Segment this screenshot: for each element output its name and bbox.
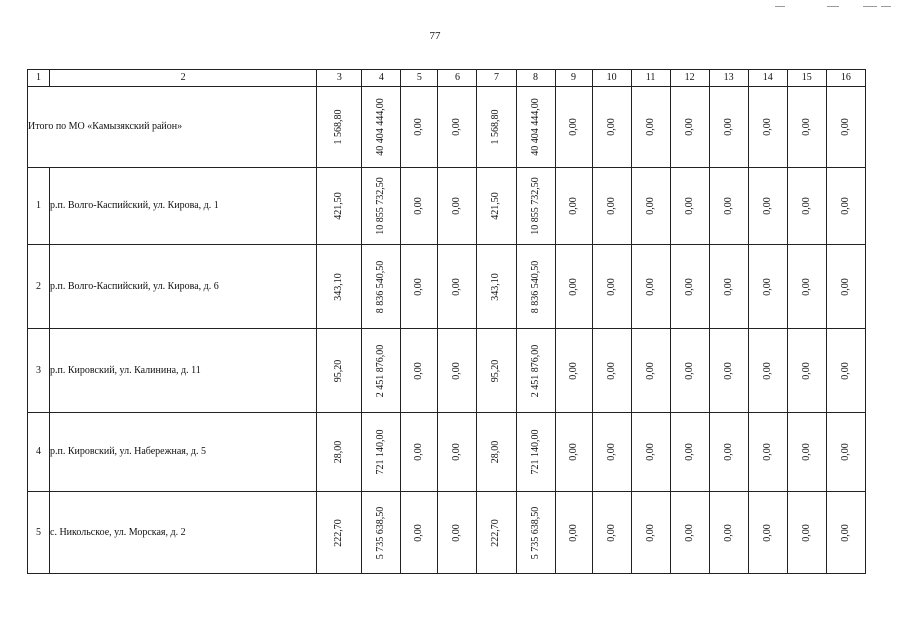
row-value: 0,00 — [644, 361, 656, 380]
row-value: 28,00 — [333, 440, 345, 464]
row-cell — [401, 245, 438, 329]
row-value: 10 855 732,50 — [375, 177, 387, 235]
table-row — [28, 492, 866, 574]
total-cell — [438, 87, 477, 168]
row-value: 0,00 — [567, 523, 579, 542]
row-value: 0,00 — [683, 443, 695, 461]
row-cell — [516, 168, 555, 245]
column-header: 6 — [438, 70, 477, 87]
row-value: 0,00 — [800, 361, 812, 380]
row-cell — [362, 168, 401, 245]
row-cell — [748, 492, 787, 574]
total-cell — [362, 87, 401, 168]
row-cell — [631, 329, 670, 413]
row-value: 343,10 — [333, 272, 345, 301]
row-value: 5 735 638,50 — [529, 506, 541, 559]
row-value: 421,50 — [333, 192, 345, 220]
total-cell — [516, 87, 555, 168]
row-value: 5 735 638,50 — [375, 506, 387, 559]
total-value: 0,00 — [567, 118, 579, 136]
column-header: 15 — [787, 70, 826, 87]
row-cell — [592, 245, 631, 329]
row-value: 0,00 — [722, 197, 734, 215]
row-value: 0,00 — [413, 523, 425, 542]
data-table — [27, 69, 866, 574]
row-value: 0,00 — [644, 443, 656, 461]
table-header-row — [28, 70, 866, 87]
row-cell — [555, 245, 592, 329]
row-address: р.п. Кировский, ул. Калинина, д. 11 — [50, 329, 317, 413]
row-cell — [670, 413, 709, 492]
row-cell — [317, 492, 362, 574]
total-value: 0,00 — [683, 118, 695, 136]
total-cell — [477, 87, 516, 168]
total-cell — [670, 87, 709, 168]
row-cell — [670, 492, 709, 574]
row-cell — [516, 492, 555, 574]
row-cell — [787, 413, 826, 492]
row-value: 0,00 — [800, 277, 812, 296]
row-cell — [516, 329, 555, 413]
column-header: 5 — [401, 70, 438, 87]
row-value: 0,00 — [800, 443, 812, 461]
total-cell — [401, 87, 438, 168]
row-value: 0,00 — [605, 277, 617, 296]
row-cell — [438, 413, 477, 492]
table-row — [28, 168, 866, 245]
row-value: 0,00 — [683, 523, 695, 542]
row-number: 5 — [28, 492, 50, 574]
row-cell — [709, 492, 748, 574]
row-value: 0,00 — [839, 197, 851, 215]
row-value: 0,00 — [413, 277, 425, 296]
row-number: 4 — [28, 413, 50, 492]
row-cell — [555, 168, 592, 245]
row-value: 10 855 732,50 — [529, 177, 541, 235]
row-value: 222,70 — [490, 518, 502, 547]
row-cell — [477, 492, 516, 574]
total-value: 40 404 444,00 — [375, 98, 387, 156]
row-value: 0,00 — [413, 443, 425, 461]
row-value: 0,00 — [761, 277, 773, 296]
row-value: 0,00 — [451, 277, 463, 296]
row-value: 0,00 — [722, 277, 734, 296]
total-value: 0,00 — [451, 118, 463, 136]
row-value: 0,00 — [567, 443, 579, 461]
total-row — [28, 87, 866, 168]
row-value: 721 140,00 — [375, 429, 387, 475]
row-value: 95,20 — [490, 359, 502, 382]
row-cell — [362, 329, 401, 413]
row-value: 0,00 — [451, 361, 463, 380]
total-cell — [709, 87, 748, 168]
row-cell — [787, 492, 826, 574]
row-number: 1 — [28, 168, 50, 245]
row-cell — [787, 329, 826, 413]
row-cell — [317, 329, 362, 413]
row-cell — [317, 245, 362, 329]
row-cell — [631, 413, 670, 492]
row-cell — [826, 168, 865, 245]
row-cell — [438, 245, 477, 329]
row-cell — [401, 329, 438, 413]
column-header: 3 — [317, 70, 362, 87]
row-value: 0,00 — [761, 443, 773, 461]
row-value: 8 836 540,50 — [375, 260, 387, 313]
row-cell — [477, 168, 516, 245]
column-header: 13 — [709, 70, 748, 87]
row-address: р.п. Волго-Каспийский, ул. Кирова, д. 1 — [50, 168, 317, 245]
row-value: 0,00 — [722, 523, 734, 542]
row-value: 0,00 — [644, 523, 656, 542]
row-value: 0,00 — [605, 361, 617, 380]
total-value: 0,00 — [800, 118, 812, 136]
row-value: 28,00 — [490, 440, 502, 464]
row-cell — [826, 413, 865, 492]
row-value: 0,00 — [567, 361, 579, 380]
row-cell — [670, 245, 709, 329]
row-cell — [748, 245, 787, 329]
row-cell — [592, 413, 631, 492]
row-value: 721 140,00 — [529, 429, 541, 475]
table-row — [28, 245, 866, 329]
total-cell — [631, 87, 670, 168]
row-cell — [516, 245, 555, 329]
row-value: 0,00 — [722, 361, 734, 380]
row-address: р.п. Кировский, ул. Набережная, д. 5 — [50, 413, 317, 492]
row-cell — [477, 329, 516, 413]
row-value: 0,00 — [683, 197, 695, 215]
row-value: 2 451 876,00 — [529, 344, 541, 397]
row-cell — [317, 413, 362, 492]
row-value: 343,10 — [490, 272, 502, 301]
row-cell — [592, 168, 631, 245]
row-address: р.п. Волго-Каспийский, ул. Кирова, д. 6 — [50, 245, 317, 329]
page-number: 77 — [429, 30, 441, 42]
total-value: 0,00 — [722, 118, 734, 136]
row-value: 222,70 — [333, 518, 345, 547]
row-value: 0,00 — [644, 277, 656, 296]
row-value: 0,00 — [722, 443, 734, 461]
row-cell — [709, 245, 748, 329]
row-value: 0,00 — [839, 443, 851, 461]
row-value: 0,00 — [761, 361, 773, 380]
column-header: 11 — [631, 70, 670, 87]
row-cell — [670, 329, 709, 413]
column-header: 4 — [362, 70, 401, 87]
row-cell — [709, 168, 748, 245]
row-cell — [438, 168, 477, 245]
row-cell — [555, 329, 592, 413]
row-cell — [709, 413, 748, 492]
total-cell — [555, 87, 592, 168]
table-row — [28, 329, 866, 413]
total-value: 0,00 — [839, 118, 851, 136]
table-row — [28, 413, 866, 492]
row-value: 0,00 — [800, 197, 812, 215]
row-value: 0,00 — [567, 277, 579, 296]
row-value: 0,00 — [451, 197, 463, 215]
row-value: 95,20 — [333, 359, 345, 382]
row-value: 0,00 — [683, 361, 695, 380]
row-cell — [438, 329, 477, 413]
total-value: 1 568,80 — [490, 109, 502, 145]
column-header: 2 — [50, 70, 317, 87]
total-cell — [787, 87, 826, 168]
row-cell — [592, 329, 631, 413]
row-cell — [477, 413, 516, 492]
row-value: 0,00 — [761, 523, 773, 542]
column-header: 10 — [592, 70, 631, 87]
row-cell — [317, 168, 362, 245]
row-value: 0,00 — [644, 197, 656, 215]
total-cell — [317, 87, 362, 168]
row-cell — [670, 168, 709, 245]
row-value: 0,00 — [761, 197, 773, 215]
row-cell — [362, 245, 401, 329]
row-cell — [826, 329, 865, 413]
row-cell — [401, 492, 438, 574]
row-value: 0,00 — [800, 523, 812, 542]
column-header: 1 — [28, 70, 50, 87]
total-cell — [748, 87, 787, 168]
row-value: 0,00 — [413, 197, 425, 215]
row-value: 0,00 — [605, 523, 617, 542]
column-header: 9 — [555, 70, 592, 87]
total-value: 40 404 444,00 — [529, 98, 541, 156]
row-value: 421,50 — [490, 192, 502, 220]
row-cell — [709, 329, 748, 413]
total-label: Итого по МО «Камызякский район» — [28, 87, 317, 168]
total-cell — [592, 87, 631, 168]
row-number: 3 — [28, 329, 50, 413]
row-value: 0,00 — [839, 277, 851, 296]
row-value: 0,00 — [839, 523, 851, 542]
total-value: 0,00 — [644, 118, 656, 136]
row-value: 0,00 — [605, 443, 617, 461]
row-cell — [748, 329, 787, 413]
row-number: 2 — [28, 245, 50, 329]
scan-marks — [755, 3, 895, 9]
total-value: 1 568,80 — [333, 109, 345, 145]
row-cell — [555, 492, 592, 574]
column-header: 16 — [826, 70, 865, 87]
column-header: 7 — [477, 70, 516, 87]
row-value: 0,00 — [683, 277, 695, 296]
row-cell — [631, 168, 670, 245]
row-cell — [516, 413, 555, 492]
total-value: 0,00 — [413, 118, 425, 136]
column-header: 14 — [748, 70, 787, 87]
row-value: 0,00 — [567, 197, 579, 215]
row-cell — [748, 413, 787, 492]
row-cell — [401, 413, 438, 492]
row-cell — [592, 492, 631, 574]
row-address: с. Никольское, ул. Морская, д. 2 — [50, 492, 317, 574]
row-value: 0,00 — [413, 361, 425, 380]
total-value: 0,00 — [605, 118, 617, 136]
total-cell — [826, 87, 865, 168]
row-value: 0,00 — [839, 361, 851, 380]
row-cell — [438, 492, 477, 574]
row-cell — [631, 492, 670, 574]
column-header: 8 — [516, 70, 555, 87]
row-value: 0,00 — [605, 197, 617, 215]
row-cell — [826, 245, 865, 329]
column-header: 12 — [670, 70, 709, 87]
row-cell — [787, 168, 826, 245]
row-cell — [401, 168, 438, 245]
row-value: 2 451 876,00 — [375, 344, 387, 397]
row-value: 0,00 — [451, 523, 463, 542]
row-cell — [362, 492, 401, 574]
row-cell — [748, 168, 787, 245]
row-cell — [631, 245, 670, 329]
row-cell — [787, 245, 826, 329]
row-cell — [826, 492, 865, 574]
total-value: 0,00 — [761, 118, 773, 136]
row-cell — [477, 245, 516, 329]
row-cell — [555, 413, 592, 492]
row-value: 0,00 — [451, 443, 463, 461]
row-value: 8 836 540,50 — [529, 260, 541, 313]
row-cell — [362, 413, 401, 492]
